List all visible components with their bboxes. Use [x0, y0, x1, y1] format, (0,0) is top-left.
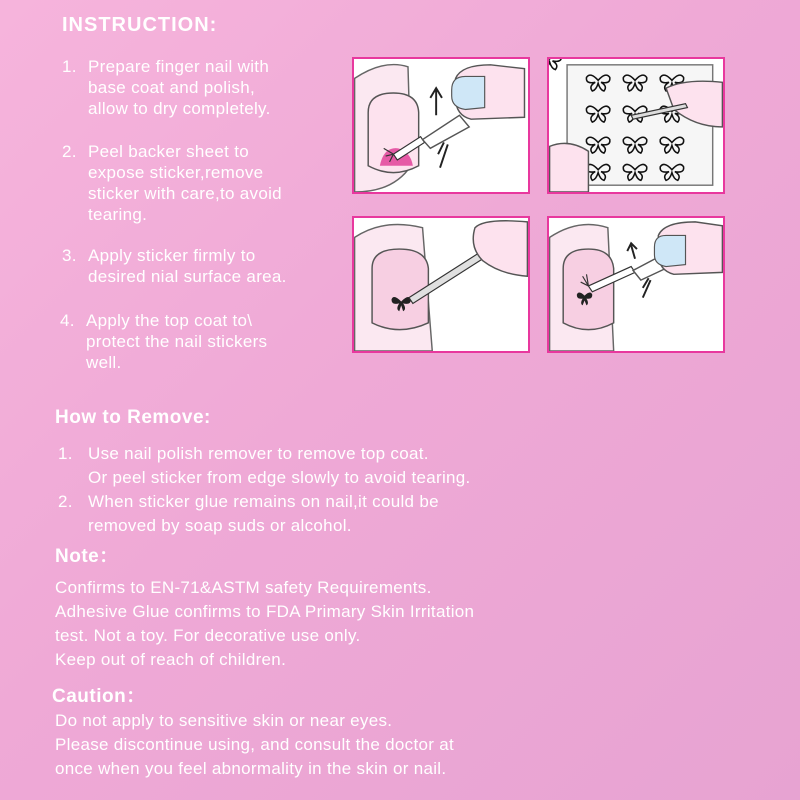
caution-body — [55, 709, 454, 781]
sticker-sheet-illustration — [547, 57, 725, 194]
step-number: 3. — [62, 246, 77, 265]
step-line: well. — [86, 353, 122, 372]
step-line: desired nial surface area. — [88, 267, 287, 286]
note-line: Keep out of reach of children. — [55, 650, 287, 669]
step-line: Apply the top coat to\ — [86, 311, 253, 330]
remove-line: removed by soap suds or alcohol. — [88, 516, 352, 535]
step-line: Peel backer sheet to — [88, 142, 249, 161]
nail-polish-illustration — [352, 57, 530, 194]
remove-line: When sticker glue remains on nail,it could be — [88, 492, 439, 511]
step-line: Apply sticker firmly to — [88, 246, 256, 265]
note-body — [55, 576, 474, 672]
caution-line: Please discontinue using, and consult the doctor at — [55, 735, 454, 754]
step-line: expose sticker,remove — [88, 163, 264, 182]
step-line: allow to dry completely. — [88, 99, 271, 118]
apply-sticker-illustration — [352, 216, 530, 353]
step-line: protect the nail stickers — [86, 332, 268, 351]
step-3 — [62, 245, 287, 287]
step-number: 1. — [62, 57, 77, 76]
step-2 — [62, 141, 282, 225]
top-coat-illustration — [547, 216, 725, 353]
caution-line: once when you feel abnormality in the skin or nail. — [55, 759, 447, 778]
step-line: tearing. — [88, 205, 148, 224]
note-line: test. Not a toy. For decorative use only. — [55, 626, 361, 645]
remove-line: Use nail polish remover to remove top coat. — [88, 444, 429, 463]
remove-line: Or peel sticker from edge slowly to avoid tearing. — [88, 468, 471, 487]
instruction-title: INSTRUCTION: — [62, 14, 218, 36]
tweezers-apply-icon — [354, 218, 528, 351]
step-line: sticker with care,to avoid — [88, 184, 282, 203]
remove-item-2 — [58, 490, 439, 538]
step-4 — [60, 310, 267, 373]
nail-polish-icon — [354, 59, 528, 192]
remove-item-1 — [58, 442, 471, 490]
step-number: 4. — [60, 311, 75, 330]
note-line: Adhesive Glue confirms to FDA Primary Skin Irritation — [55, 602, 475, 621]
step-line: Prepare finger nail with — [88, 57, 270, 76]
step-number: 2. — [62, 142, 77, 161]
remove-number: 1. — [58, 444, 73, 463]
top-coat-brush-icon — [549, 218, 723, 351]
caution-heading: Caution： — [52, 686, 146, 707]
remove-heading: How to Remove: — [55, 407, 211, 428]
remove-number: 2. — [58, 492, 73, 511]
note-line: Confirms to EN-71&ASTM safety Requirements. — [55, 578, 432, 597]
step-line: base coat and polish, — [88, 78, 255, 97]
butterfly-sticker-sheet-icon — [549, 59, 723, 192]
step-1 — [62, 56, 271, 119]
caution-line: Do not apply to sensitive skin or near eyes. — [55, 711, 393, 730]
note-heading: Note： — [55, 546, 119, 567]
